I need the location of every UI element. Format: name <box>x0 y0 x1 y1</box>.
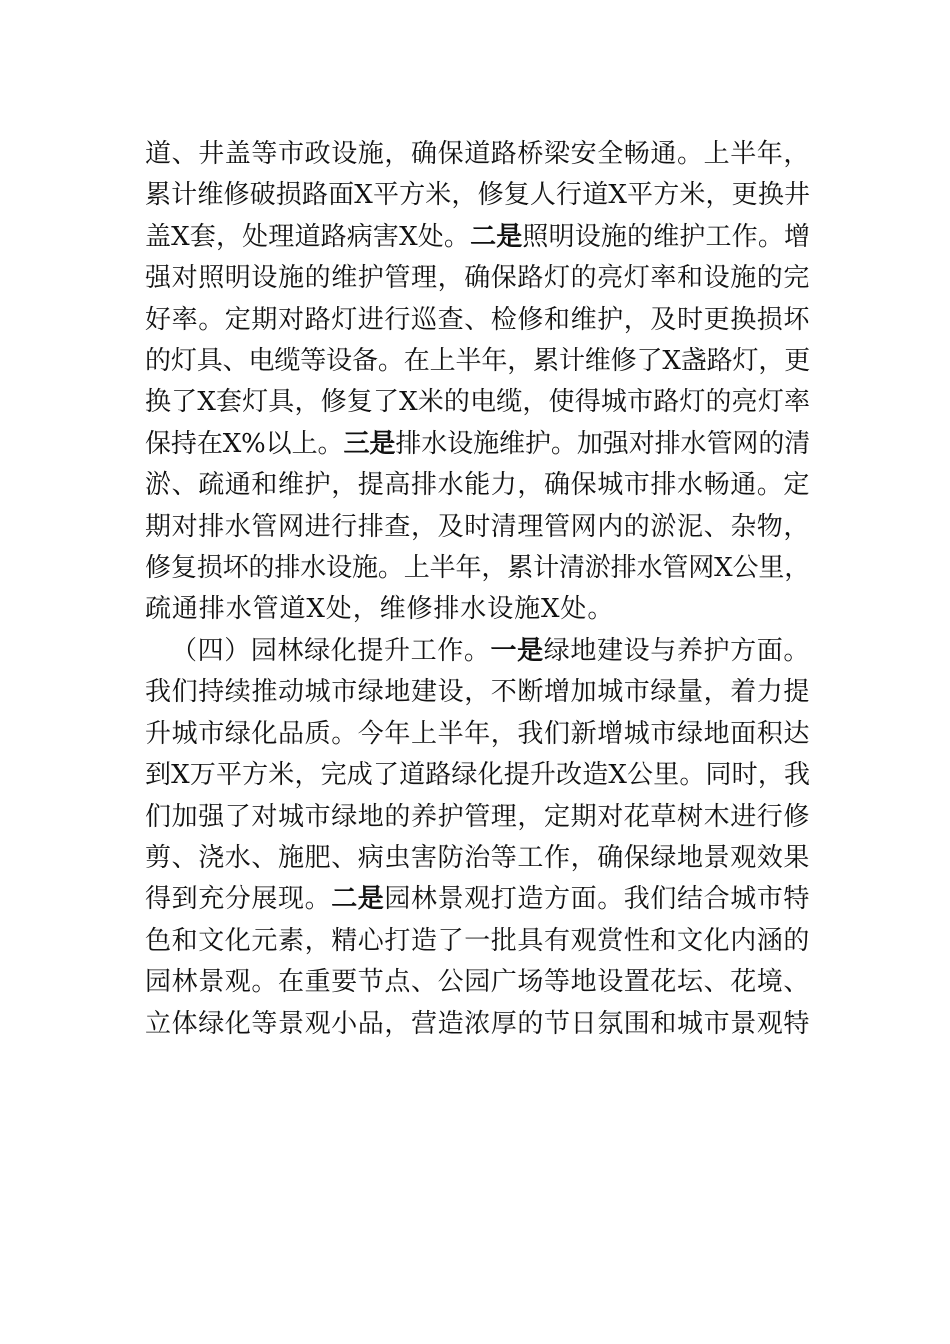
text-line <box>145 382 810 423</box>
text-segment: 们加强了对城市绿地的养护管理，定期对花草树木进行修 <box>145 801 811 832</box>
body-text <box>145 134 810 1045</box>
text-segment: 我们持续推动城市绿地建设，不断增加城市绿量，着力提 <box>145 677 811 708</box>
text-line <box>145 838 810 879</box>
text-segment: 好率。定期对路灯进行巡查、检修和维护，及时更换损坏 <box>145 304 811 335</box>
text-segment: 到X万平方米，完成了道路绿化提升改造X公里。同时，我 <box>145 760 810 791</box>
bold-marker: 一是 <box>490 635 544 666</box>
text-segment: 期对排水管网进行排查，及时清理管网内的淤泥、杂物， <box>145 511 811 542</box>
text-segment: 盖X套，处理道路病害X处。 <box>145 221 471 252</box>
text-line <box>145 258 810 299</box>
text-line <box>145 879 810 920</box>
text-line <box>145 714 810 755</box>
text-line <box>145 424 810 465</box>
text-line <box>145 465 810 506</box>
text-line <box>145 507 810 548</box>
bold-marker: 三是 <box>343 428 396 459</box>
text-segment: 累计维修破损路面X平方米，修复人行道X平方米，更换井 <box>145 180 810 211</box>
text-segment: 立体绿化等景观小品，营造浓厚的节日氛围和城市景观特 <box>145 1008 811 1039</box>
text-line <box>145 175 810 216</box>
text-line <box>145 962 810 1003</box>
text-line <box>145 672 810 713</box>
text-segment: 绿地建设与养护方面。 <box>543 635 811 666</box>
text-line <box>145 589 810 630</box>
text-segment: 色和文化元素，精心打造了一批具有观赏性和文化内涵的 <box>145 925 811 956</box>
text-segment: （四）园林绿化提升工作。 <box>171 635 491 666</box>
bold-marker: 二是 <box>470 221 523 252</box>
text-segment: 淤、疏通和维护，提高排水能力，确保城市排水畅通。定 <box>145 470 811 501</box>
text-line <box>145 341 810 382</box>
text-segment: 保持在X%以上。 <box>145 428 344 459</box>
text-line <box>145 300 810 341</box>
text-line <box>145 134 810 175</box>
text-segment: 道、井盖等市政设施，确保道路桥梁安全畅通。上半年， <box>145 139 811 169</box>
text-segment: 的灯具、电缆等设备。在上半年，累计维修了X盏路灯，更 <box>145 346 810 377</box>
text-segment: 得到充分展现。 <box>145 884 332 915</box>
text-line <box>145 1004 810 1045</box>
text-segment: 换了X套灯具，修复了X米的电缆，使得城市路灯的亮灯率 <box>145 387 810 418</box>
text-segment: 剪、浇水、施肥、病虫害防治等工作，确保绿地景观效果 <box>145 842 811 873</box>
text-line <box>145 755 810 796</box>
text-segment: 强对照明设施的维护管理，确保路灯的亮灯率和设施的完 <box>145 263 811 294</box>
text-segment: 排水设施维护。加强对排水管网的清 <box>395 428 810 459</box>
text-line <box>145 797 810 838</box>
text-segment: 照明设施的维护工作。增 <box>522 221 810 252</box>
text-segment: 升城市绿化品质。今年上半年，我们新增城市绿地面积达 <box>145 718 811 749</box>
text-segment: 园林景观打造方面。我们结合城市特 <box>384 884 811 915</box>
text-line <box>145 548 810 589</box>
bold-marker: 二是 <box>331 884 385 915</box>
text-segment: 园林景观。在重要节点、公园广场等地设置花坛、花境、 <box>145 967 811 998</box>
text-segment: 疏通排水管道X处，维修排水设施X处。 <box>145 594 615 625</box>
text-line <box>145 631 810 672</box>
text-line <box>145 217 810 258</box>
text-segment: 修复损坏的排水设施。上半年，累计清淤排水管网X公里， <box>145 553 810 584</box>
text-line <box>145 921 810 962</box>
